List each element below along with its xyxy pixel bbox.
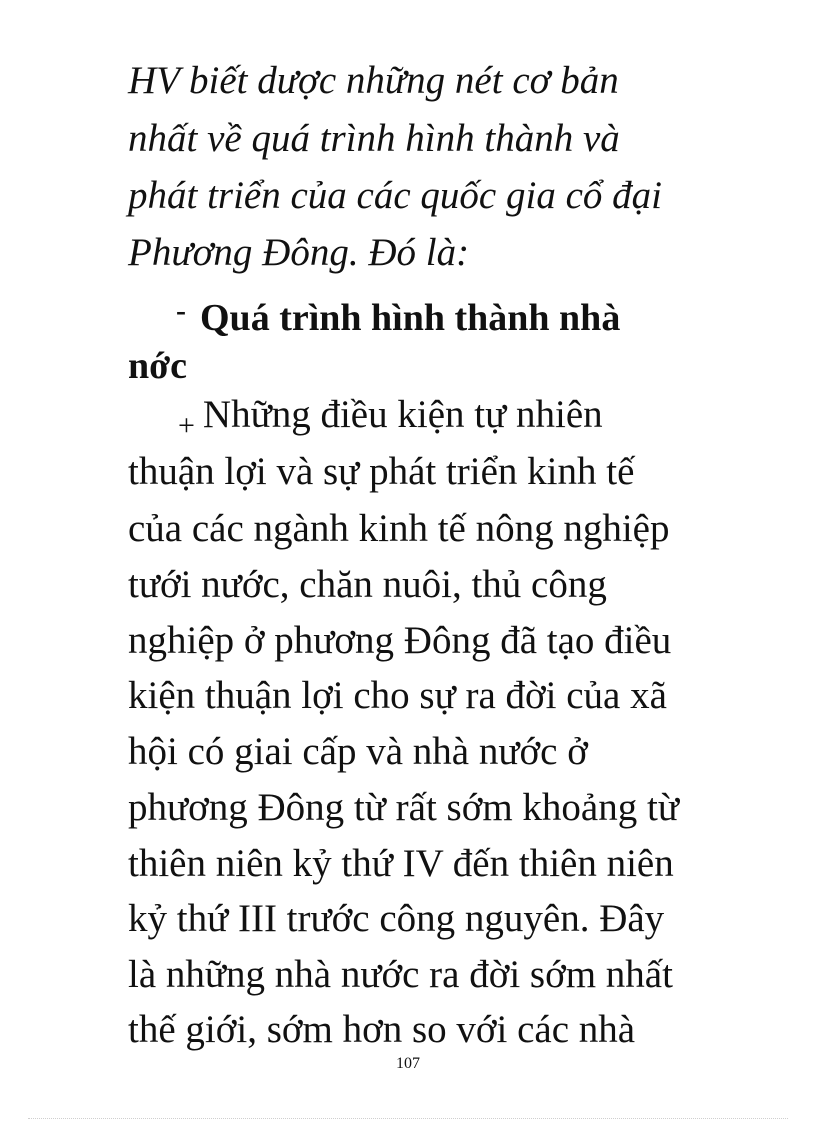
body-line-7: phương Đông từ rất sớm khoảng từ [128, 786, 679, 829]
bullet-plus: + [178, 409, 195, 442]
heading-dash: - [176, 294, 186, 327]
heading-text-line-2: nớc [128, 345, 188, 387]
body-line-4: nghiệp ở phương Đông đã tạo điều [128, 619, 672, 662]
intro-line-2: nhất về quá trình hình thành và [128, 117, 620, 160]
body-first-line [178, 392, 603, 441]
body-line-1: thuận lợi và sự phát triển kinh tế [128, 450, 635, 493]
body-line-6: hội có giai cấp và nhà nước ở [128, 730, 588, 773]
page-number: 107 [396, 1055, 420, 1072]
intro-line-3: phát triển của các quốc gia cổ đại [128, 174, 662, 217]
section-heading [176, 295, 620, 344]
intro-line-1: HV biết dược những nét cơ bản [128, 59, 619, 102]
body-line-9: kỷ thứ III trước công nguyên. Đây [128, 897, 665, 940]
body-line-11: thế giới, sớm hơn so với các nhà [128, 1008, 636, 1051]
page-bottom-border [28, 1118, 788, 1119]
intro-line-4: Phương Đông. Đó là: [128, 231, 470, 274]
body-line-10: là những nhà nước ra đời sớm nhất [128, 953, 673, 996]
body-first-line-text: Những điều kiện tự nhiên [202, 393, 603, 436]
body-line-5: kiện thuận lợi cho sự ra đời của xã [128, 674, 667, 717]
body-line-8: thiên niên kỷ thứ IV đến thiên niên [128, 842, 674, 885]
body-line-2: của các ngành kinh tế nông nghiệp [128, 507, 670, 550]
body-line-3: tưới nước, chăn nuôi, thủ công [128, 563, 607, 606]
heading-text-line-1: Quá trình hình thành nhà [200, 297, 621, 339]
